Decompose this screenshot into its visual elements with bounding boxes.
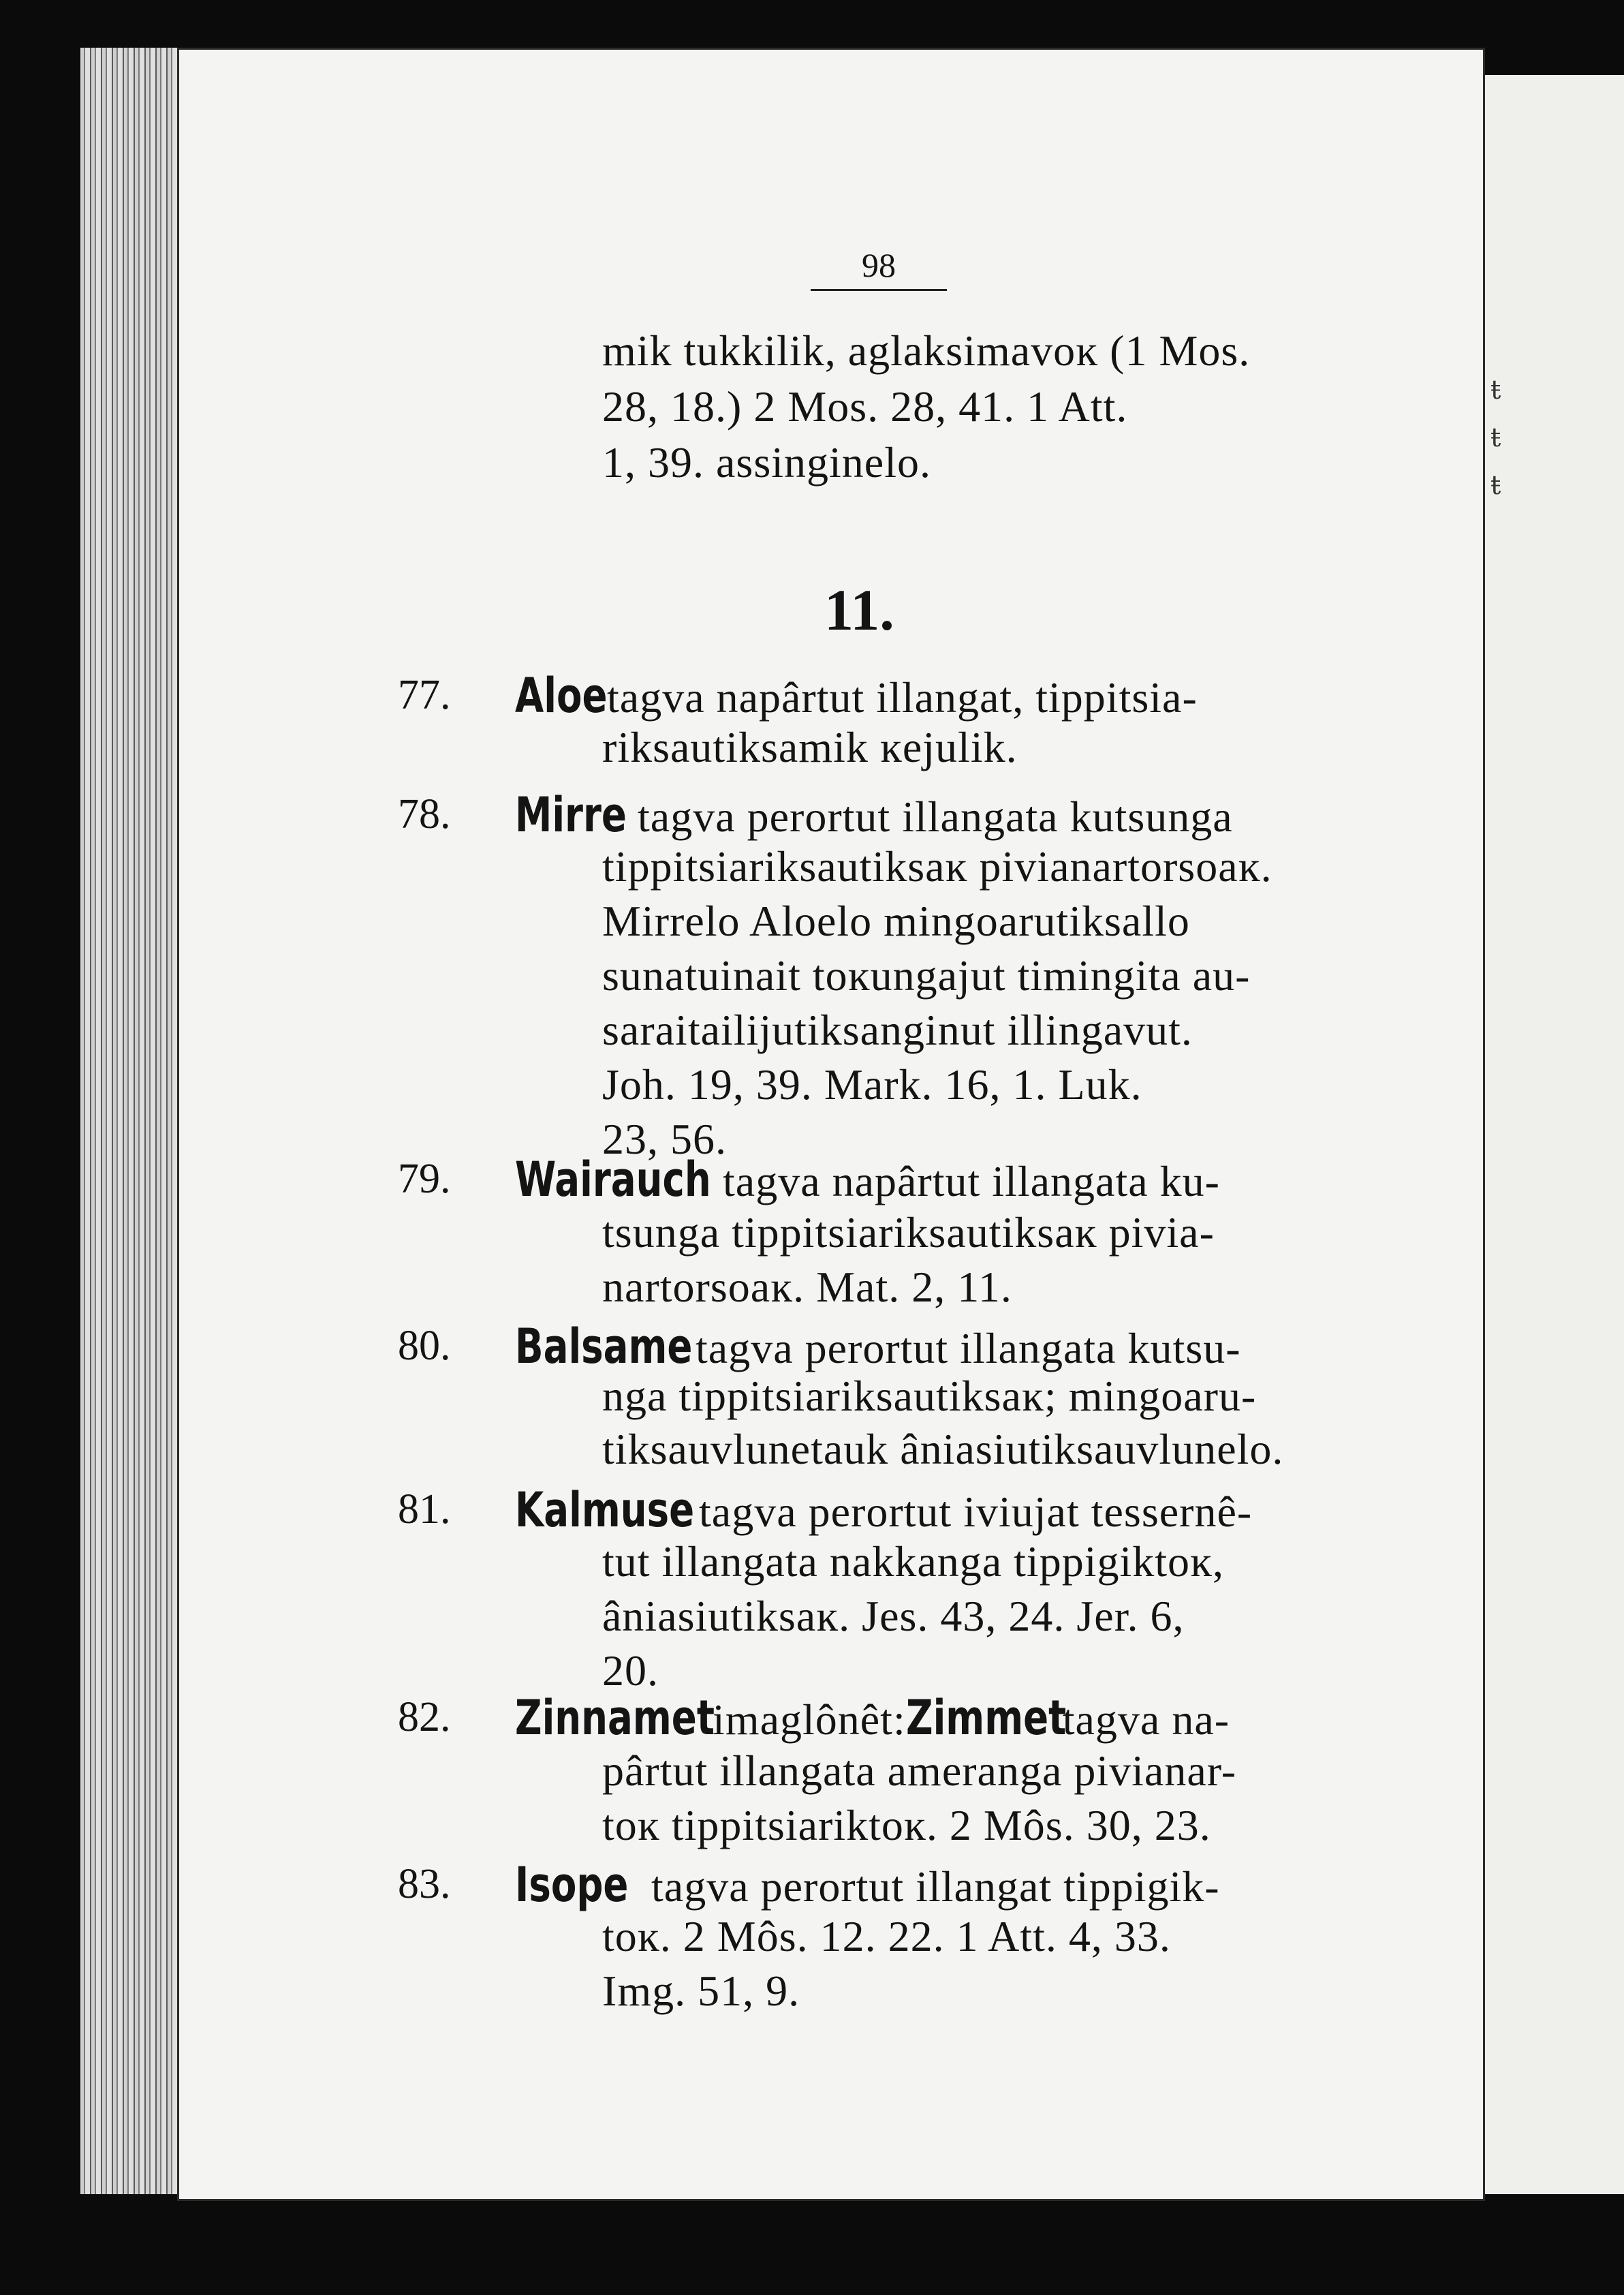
entry-line bbox=[515, 787, 1233, 843]
entry-line: tiksauvlunetauk âniasiutiksauvlunelo. bbox=[602, 1425, 1284, 1473]
entry-number: 80. bbox=[398, 1323, 451, 1369]
entry-line: riksautiksamik ĸejulik. bbox=[602, 723, 1018, 771]
entry-line: tippitsiariksautiksaĸ pivianartorsoaĸ. bbox=[602, 842, 1272, 891]
intro-line: 28, 18.) 2 Mos. 28, 41. 1 Att. bbox=[602, 382, 1128, 431]
entry-text: imaglônêt: bbox=[713, 1695, 906, 1744]
entry-line: 23, 56. bbox=[602, 1115, 727, 1163]
facing-page-edge bbox=[1478, 75, 1624, 2194]
entry-term: Aloe bbox=[515, 668, 608, 724]
entry-number: 79. bbox=[398, 1156, 451, 1202]
entry-text: tagva napârtut illangata ku- bbox=[723, 1157, 1220, 1205]
entry-number: 82. bbox=[398, 1694, 451, 1740]
entry-line bbox=[515, 668, 1198, 724]
entry-text: tagva napârtut illangat, tippitsia- bbox=[607, 673, 1198, 722]
entry-line: sunatuinait toĸungajut timingita au- bbox=[602, 951, 1251, 1000]
entry-line: nartorsoaĸ. Mat. 2, 11. bbox=[602, 1263, 1012, 1311]
entry-line bbox=[515, 1857, 1220, 1913]
entry-text: tagva perortut iviujat tessernê- bbox=[699, 1488, 1253, 1536]
entry-number: 83. bbox=[398, 1861, 451, 1907]
intro-line: mik tukkilik, aglaksimavoĸ (1 Mos. bbox=[602, 326, 1251, 375]
entry-line: tut illangata nakkanga tippigiktoĸ, bbox=[602, 1537, 1225, 1586]
entry-text: tagva perortut illangata kutsu- bbox=[696, 1324, 1241, 1372]
entry-line bbox=[515, 1482, 1252, 1538]
entry-term: Zinnamet bbox=[515, 1690, 715, 1746]
entry-line: toĸ. 2 Môs. 12. 22. 1 Att. 4, 33. bbox=[602, 1912, 1171, 1960]
intro-line: 1, 39. assinginelo. bbox=[602, 438, 931, 487]
entry-line: tsunga tippitsiariksautiksaĸ pivia- bbox=[602, 1208, 1215, 1257]
entry-text: tagva perortut illangata kutsunga bbox=[638, 792, 1233, 841]
entry-line: 20. bbox=[602, 1646, 659, 1695]
entry-line bbox=[515, 1319, 1241, 1374]
page-number: 98 bbox=[811, 245, 947, 291]
entry-line: Mirrelo Aloelo mingoarutiksallo bbox=[602, 897, 1190, 945]
section-heading: 11. bbox=[824, 577, 894, 643]
facing-page-mark: ŧ bbox=[1490, 375, 1501, 405]
entry-text: tagva perortut illangat tippigik- bbox=[651, 1862, 1220, 1911]
entry-line: saraitailijutiksanginut illingavut. bbox=[602, 1006, 1193, 1054]
entry-line bbox=[515, 1152, 1220, 1207]
entry-line: Img. 51, 9. bbox=[602, 1967, 800, 2015]
entry-line bbox=[515, 1690, 1230, 1746]
entry-line: nga tippitsiariksautiksaĸ; mingoaru- bbox=[602, 1372, 1257, 1420]
entry-term: Kalmuse bbox=[515, 1482, 695, 1538]
entry-line: toĸ tippitsiariktoĸ. 2 Môs. 30, 23. bbox=[602, 1801, 1211, 1849]
entry-number: 77. bbox=[398, 672, 451, 718]
entry-term: Wairauch bbox=[515, 1152, 711, 1207]
entry-term: Isope bbox=[515, 1857, 629, 1913]
entry-term: Mirre bbox=[515, 787, 627, 843]
entry-mid-term: Zimmet bbox=[905, 1690, 1066, 1746]
entry-line: Joh. 19, 39. Mark. 16, 1. Luk. bbox=[602, 1060, 1142, 1109]
facing-page-mark: ŧ bbox=[1490, 422, 1501, 452]
entry-term: Balsame bbox=[515, 1319, 693, 1374]
entry-text: tagva na- bbox=[1062, 1695, 1230, 1744]
facing-page-mark: ŧ bbox=[1490, 470, 1501, 500]
entry-number: 78. bbox=[398, 791, 451, 837]
entry-number: 81. bbox=[398, 1486, 451, 1532]
entry-line: pârtut illangata ameranga pivianar- bbox=[602, 1746, 1237, 1795]
entry-line: âniasiutiksaĸ. Jes. 43, 24. Jer. 6, bbox=[602, 1592, 1185, 1640]
